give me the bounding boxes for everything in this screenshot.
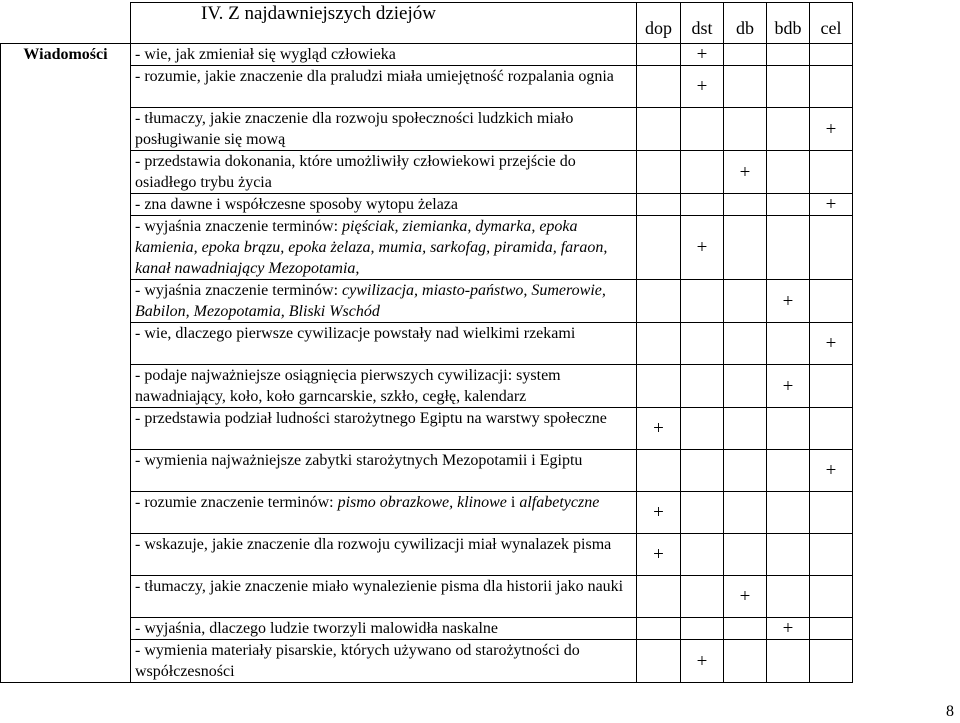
header-row	[1, 3, 853, 44]
grade-cell-dst	[681, 108, 724, 151]
grade-cell-dst	[681, 323, 724, 365]
grade-cell-dop: +	[637, 408, 681, 450]
grade-cell-bdb: +	[767, 618, 810, 640]
grade-cell-cel	[810, 66, 853, 108]
grade-cell-cel: +	[810, 323, 853, 365]
grade-cell-dop: +	[637, 534, 681, 576]
grade-cell-bdb	[767, 640, 810, 683]
grade-cell-bdb	[767, 492, 810, 534]
grade-cell-db: +	[724, 576, 767, 618]
grade-cell-db	[724, 66, 767, 108]
requirement-text: - tłumaczy, jakie znaczenie miało wynalezienie pisma dla historii jako nauki	[131, 576, 637, 618]
blank-corner	[1, 3, 131, 44]
grade-cell-cel	[810, 576, 853, 618]
grade-cell-dop: +	[637, 492, 681, 534]
grade-cell-dst: +	[681, 66, 724, 108]
page-number: 8	[946, 703, 954, 720]
grade-cell-cel	[810, 280, 853, 323]
grade-cell-bdb	[767, 44, 810, 66]
grade-cell-bdb	[767, 66, 810, 108]
grade-cell-db	[724, 323, 767, 365]
grade-cell-dst: +	[681, 640, 724, 683]
grade-cell-dst	[681, 492, 724, 534]
grade-cell-db	[724, 108, 767, 151]
grade-cell-dop	[637, 151, 681, 194]
grade-cell-db	[724, 194, 767, 216]
grade-cell-cel	[810, 640, 853, 683]
grade-cell-bdb: +	[767, 365, 810, 408]
grade-cell-cel	[810, 365, 853, 408]
grade-cell-db	[724, 534, 767, 576]
grade-cell-dop	[637, 450, 681, 492]
grade-cell-dst	[681, 151, 724, 194]
grade-cell-db	[724, 450, 767, 492]
grade-cell-cel: +	[810, 194, 853, 216]
grade-cell-db	[724, 216, 767, 280]
requirement-text: - wyjaśnia znaczenie terminów: pięściak, ziemianka, dymarka, epoka kamienia, epoka brązu, epoka żelaza, mumia, sarkofag, piramida, faraon, kanał nawadniający Mezopotamia,	[131, 216, 637, 280]
requirement-text: - przedstawia podział ludności starożytnego Egiptu na warstwy społeczne	[131, 408, 637, 450]
grade-cell-db	[724, 365, 767, 408]
grade-cell-bdb	[767, 450, 810, 492]
grade-cell-bdb	[767, 216, 810, 280]
requirements-table	[0, 2, 853, 683]
grade-cell-dop	[637, 66, 681, 108]
requirement-text: - wyjaśnia znaczenie terminów: cywilizacja, miasto-państwo, Sumerowie, Babilon, Mezopotamia, Bliski Wschód	[131, 280, 637, 323]
requirement-text: - zna dawne i współczesne sposoby wytopu żelaza	[131, 194, 637, 216]
grade-cell-cel: +	[810, 450, 853, 492]
grade-cell-bdb	[767, 323, 810, 365]
grade-cell-db	[724, 44, 767, 66]
grade-cell-db	[724, 408, 767, 450]
requirement-text: - wymienia najważniejsze zabytki starożytnych Mezopotamii i Egiptu	[131, 450, 637, 492]
requirement-text: - wie, jak zmieniał się wygląd człowieka	[131, 44, 637, 66]
requirement-text: - tłumaczy, jakie znaczenie dla rozwoju społeczności ludzkich miało posługiwanie się mową	[131, 108, 637, 151]
grade-cell-db: +	[724, 151, 767, 194]
grade-cell-bdb	[767, 408, 810, 450]
grade-cell-dop	[637, 640, 681, 683]
grade-cell-cel	[810, 216, 853, 280]
grade-cell-db	[724, 640, 767, 683]
section-title: IV. Z najdawniejszych dziejów	[131, 3, 637, 44]
grade-cell-dst	[681, 450, 724, 492]
grade-cell-dst	[681, 618, 724, 640]
requirement-text: - przedstawia dokonania, które umożliwiły człowiekowi przejście do osiadłego trybu życia	[131, 151, 637, 194]
grade-cell-dop	[637, 216, 681, 280]
grade-cell-cel	[810, 408, 853, 450]
grade-cell-cel: +	[810, 108, 853, 151]
requirement-text: - wymienia materiały pisarskie, których używano od starożytności do współczesności	[131, 640, 637, 683]
grade-cell-dst	[681, 194, 724, 216]
grade-cell-dop	[637, 365, 681, 408]
grade-cell-bdb	[767, 151, 810, 194]
requirement-text: - rozumie, jakie znaczenie dla praludzi miała umiejętność rozpalania ognia	[131, 66, 637, 108]
requirement-text: - podaje najważniejsze osiągnięcia pierwszych cywilizacji: system nawadniający, koło, koło garncarskie, szkło, cegłę, kalendarz	[131, 365, 637, 408]
column-header-dst: dst	[681, 3, 724, 44]
grade-cell-dst	[681, 534, 724, 576]
grade-cell-cel	[810, 492, 853, 534]
requirement-text: - wie, dlaczego pierwsze cywilizacje powstały nad wielkimi rzekami	[131, 323, 637, 365]
grade-cell-dst: +	[681, 216, 724, 280]
column-header-dop: dop	[637, 3, 681, 44]
grade-cell-bdb: +	[767, 280, 810, 323]
grade-cell-bdb	[767, 576, 810, 618]
grade-cell-bdb	[767, 108, 810, 151]
grade-cell-dop	[637, 618, 681, 640]
grade-cell-dst	[681, 576, 724, 618]
grade-cell-dop	[637, 576, 681, 618]
grade-cell-cel	[810, 151, 853, 194]
column-header-cel: cel	[810, 3, 853, 44]
grade-cell-cel	[810, 618, 853, 640]
grade-cell-dst	[681, 365, 724, 408]
table-row	[1, 44, 853, 66]
grade-cell-dop	[637, 44, 681, 66]
grade-cell-db	[724, 618, 767, 640]
grade-cell-dop	[637, 194, 681, 216]
grade-cell-dop	[637, 108, 681, 151]
grade-cell-dst: +	[681, 44, 724, 66]
requirement-text: - rozumie znaczenie terminów: pismo obrazkowe, klinowe i alfabetyczne	[131, 492, 637, 534]
column-header-db: db	[724, 3, 767, 44]
category-cell: Wiadomości	[1, 44, 131, 683]
grade-cell-cel	[810, 44, 853, 66]
requirement-text: - wskazuje, jakie znaczenie dla rozwoju cywilizacji miał wynalazek pisma	[131, 534, 637, 576]
grade-cell-cel	[810, 534, 853, 576]
requirement-text: - wyjaśnia, dlaczego ludzie tworzyli malowidła naskalne	[131, 618, 637, 640]
grade-cell-db	[724, 280, 767, 323]
grade-cell-db	[724, 492, 767, 534]
grade-cell-dop	[637, 323, 681, 365]
grade-cell-dst	[681, 280, 724, 323]
column-header-bdb: bdb	[767, 3, 810, 44]
grade-cell-bdb	[767, 534, 810, 576]
grade-cell-dst	[681, 408, 724, 450]
grade-cell-dop	[637, 280, 681, 323]
grade-cell-bdb	[767, 194, 810, 216]
